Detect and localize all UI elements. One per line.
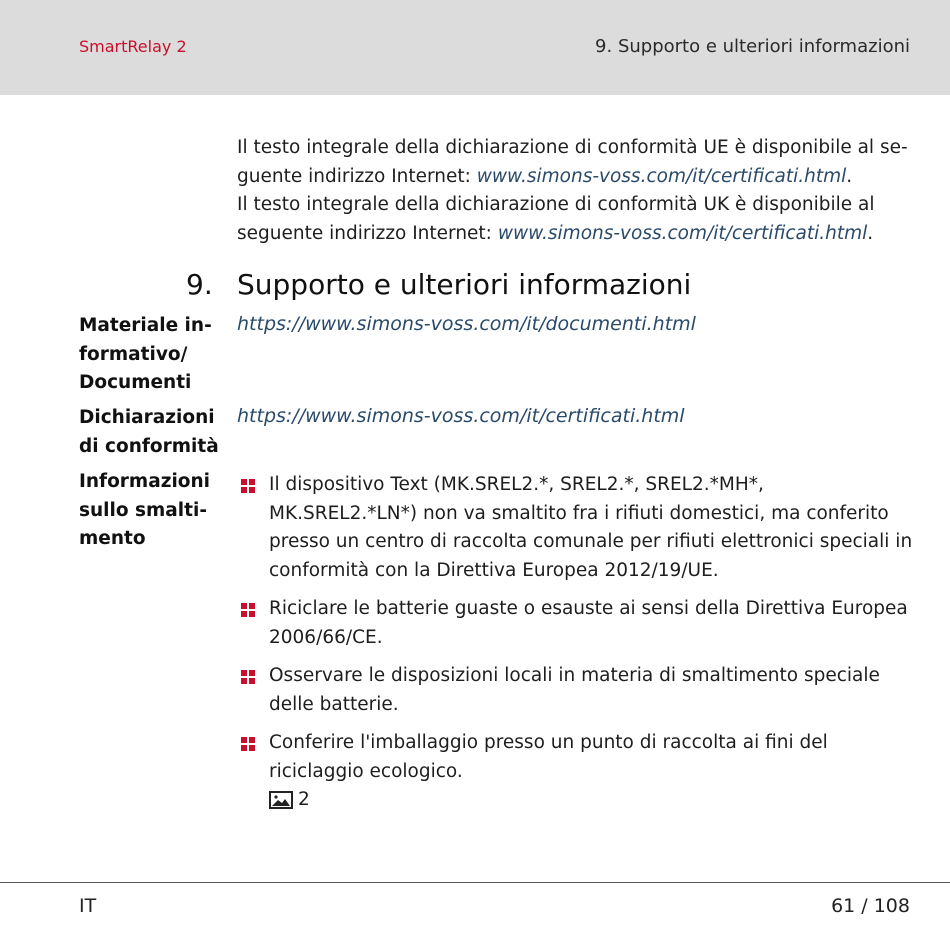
page-number: 61 / 108 — [831, 895, 910, 917]
square-bullet-icon — [241, 737, 255, 751]
intro-paragraph-eu: Il testo integrale della dichiarazione di conformità UE è disponibile al se- guente indirizzo Internet: www.simons-voss.com/it/certificati.html. — [237, 137, 908, 187]
figure-number: 2 — [298, 789, 310, 810]
certificates-link[interactable]: https://www.simons-voss.com/it/certificati.html — [237, 405, 685, 427]
product-name: SmartRelay 2 — [79, 37, 187, 56]
side-label-conformity: Dichiarazioni di conformità — [79, 407, 219, 457]
disposal-list — [237, 471, 917, 829]
list-item: Il dispositivo Text (MK.SREL2.*, SREL2.*, SREL2.*MH*, MK.SREL2.*LN*) non va smaltito fra i rifiuti domestici, ma conferito presso un centro di raccolta comunale per rifiuti elettronici speciali in conformità con la Direttiva Europea 2012/19/UE. — [237, 471, 917, 585]
uk-certificate-link[interactable]: www.simons-voss.com/it/certificati.html — [497, 222, 868, 244]
side-label-disposal: Informazioni sullo smalti- mento — [79, 471, 211, 549]
intro-text — [237, 134, 917, 248]
side-label-documents: Materiale in- formativo/ Documenti — [79, 315, 212, 393]
intro-paragraph-uk: Il testo integrale della dichiarazione di conformità UK è disponibile al seguente indirizzo Internet: www.simons-voss.com/it/certificati.html. — [237, 194, 875, 244]
list-item: Riciclare le batterie guaste o esauste ai sensi della Direttiva Europea 2006/66/CE. — [237, 595, 917, 652]
page-header — [0, 0, 950, 95]
section-title: Supporto e ulteriori informazioni — [237, 268, 692, 301]
square-bullet-icon — [241, 479, 255, 493]
footer-divider — [0, 882, 950, 883]
square-bullet-icon — [241, 603, 255, 617]
list-item: Osservare le disposizioni locali in materia di smaltimento speciale delle batterie. — [237, 662, 917, 719]
documents-link[interactable]: https://www.simons-voss.com/it/documenti.html — [237, 313, 696, 335]
chapter-title: 9. Supporto e ulteriori informazioni — [595, 36, 910, 57]
language-code: IT — [79, 895, 97, 917]
image-icon — [269, 791, 293, 809]
eu-certificate-link[interactable]: www.simons-voss.com/it/certificati.html — [476, 165, 847, 187]
list-item: Conferire l'imballaggio presso un punto di raccolta ai fini del riciclaggio ecologico. 2 — [237, 729, 917, 819]
figure-reference[interactable] — [269, 786, 310, 815]
square-bullet-icon — [241, 670, 255, 684]
section-number: 9. — [186, 268, 213, 301]
